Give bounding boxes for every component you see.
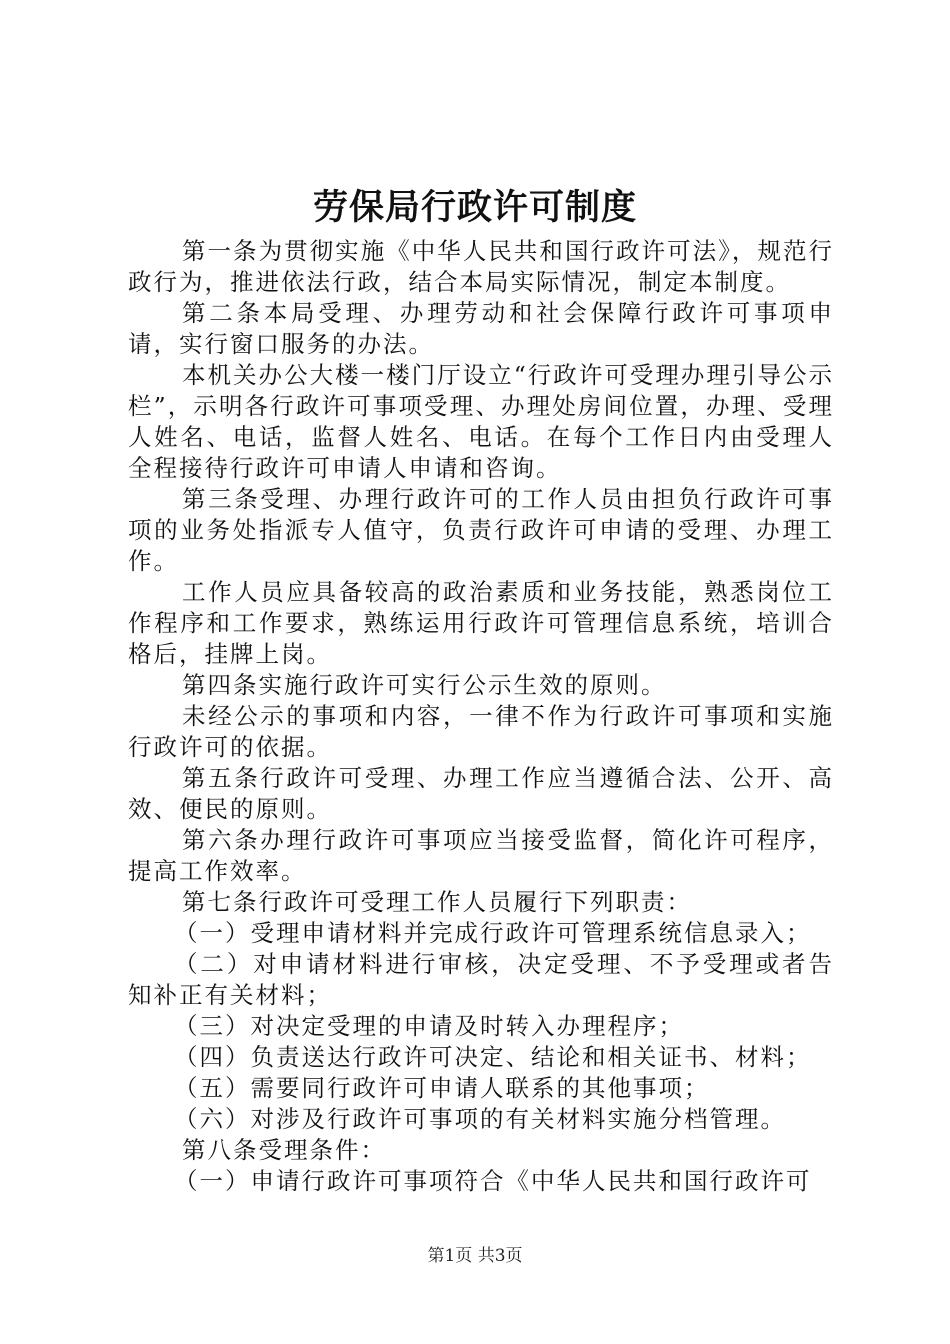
paragraph-article-6: 第六条办理行政许可事项应当接受监督，简化许可程序，提高工作效率。 bbox=[128, 826, 834, 885]
paragraph-article-8: 第八条受理条件： bbox=[182, 1136, 386, 1164]
paragraph-staff-requirements: 工作人员应具备较高的政治素质和业务技能，熟悉岗位工作程序和工作要求，熟练运用行政许可管理信息系统，培训合格后，挂牌上岗。 bbox=[128, 578, 834, 668]
paragraph-guide-board: 本机关办公大楼一楼门厅设立“行政许可受理办理引导公示栏”，示明各行政许可事项受理、办理处房间位置，办理、受理人姓名、电话，监督人姓名、电话。在每个工作日内由受理人全程接待行政许可申请人申请和咨询。 bbox=[128, 361, 834, 482]
paragraph-article-5: 第五条行政许可受理、办理工作应当遵循合法、公开、高效、便民的原则。 bbox=[128, 764, 834, 823]
paragraph-article-7: 第七条行政许可受理工作人员履行下列职责： bbox=[182, 888, 692, 916]
list-item-duty-5: （五）需要同行政许可申请人联系的其他事项； bbox=[174, 1074, 710, 1102]
list-item-duty-2: （二）对申请材料进行审核，决定受理、不予受理或者告知补正有关材料； bbox=[128, 950, 834, 1009]
paragraph-article-2: 第二条本局受理、办理劳动和社会保障行政许可事项申请，实行窗口服务的办法。 bbox=[128, 299, 834, 358]
list-item-duty-4: （四）负责送达行政许可决定、结论和相关证书、材料； bbox=[174, 1043, 812, 1071]
paragraph-article-4: 第四条实施行政许可实行公示生效的原则。 bbox=[182, 671, 667, 699]
list-item-condition-1: （一）申请行政许可事项符合《中华人民共和国行政许可 bbox=[174, 1167, 812, 1195]
page-number-footer: 第1页 共3页 bbox=[427, 1246, 523, 1266]
paragraph-article-3: 第三条受理、办理行政许可的工作人员由担负行政许可事项的业务处指派专人值守，负责行政许可申请的受理、办理工作。 bbox=[128, 485, 834, 575]
document-body bbox=[128, 236, 834, 1197]
paragraph-unpublished-items: 未经公示的事项和内容，一律不作为行政许可事项和实施行政许可的依据。 bbox=[128, 702, 834, 761]
list-item-duty-6: （六）对涉及行政许可事项的有关材料实施分档管理。 bbox=[174, 1105, 786, 1133]
document-title: 劳保局行政许可制度 bbox=[312, 187, 637, 228]
paragraph-article-1: 第一条为贯彻实施《中华人民共和国行政许可法》，规范行政行为，推进依法行政，结合本局实际情况，制定本制度。 bbox=[128, 237, 834, 296]
list-item-duty-1: （一）受理申请材料并完成行政许可管理系统信息录入； bbox=[174, 919, 812, 947]
list-item-duty-3: （三）对决定受理的申请及时转入办理程序； bbox=[174, 1012, 684, 1040]
